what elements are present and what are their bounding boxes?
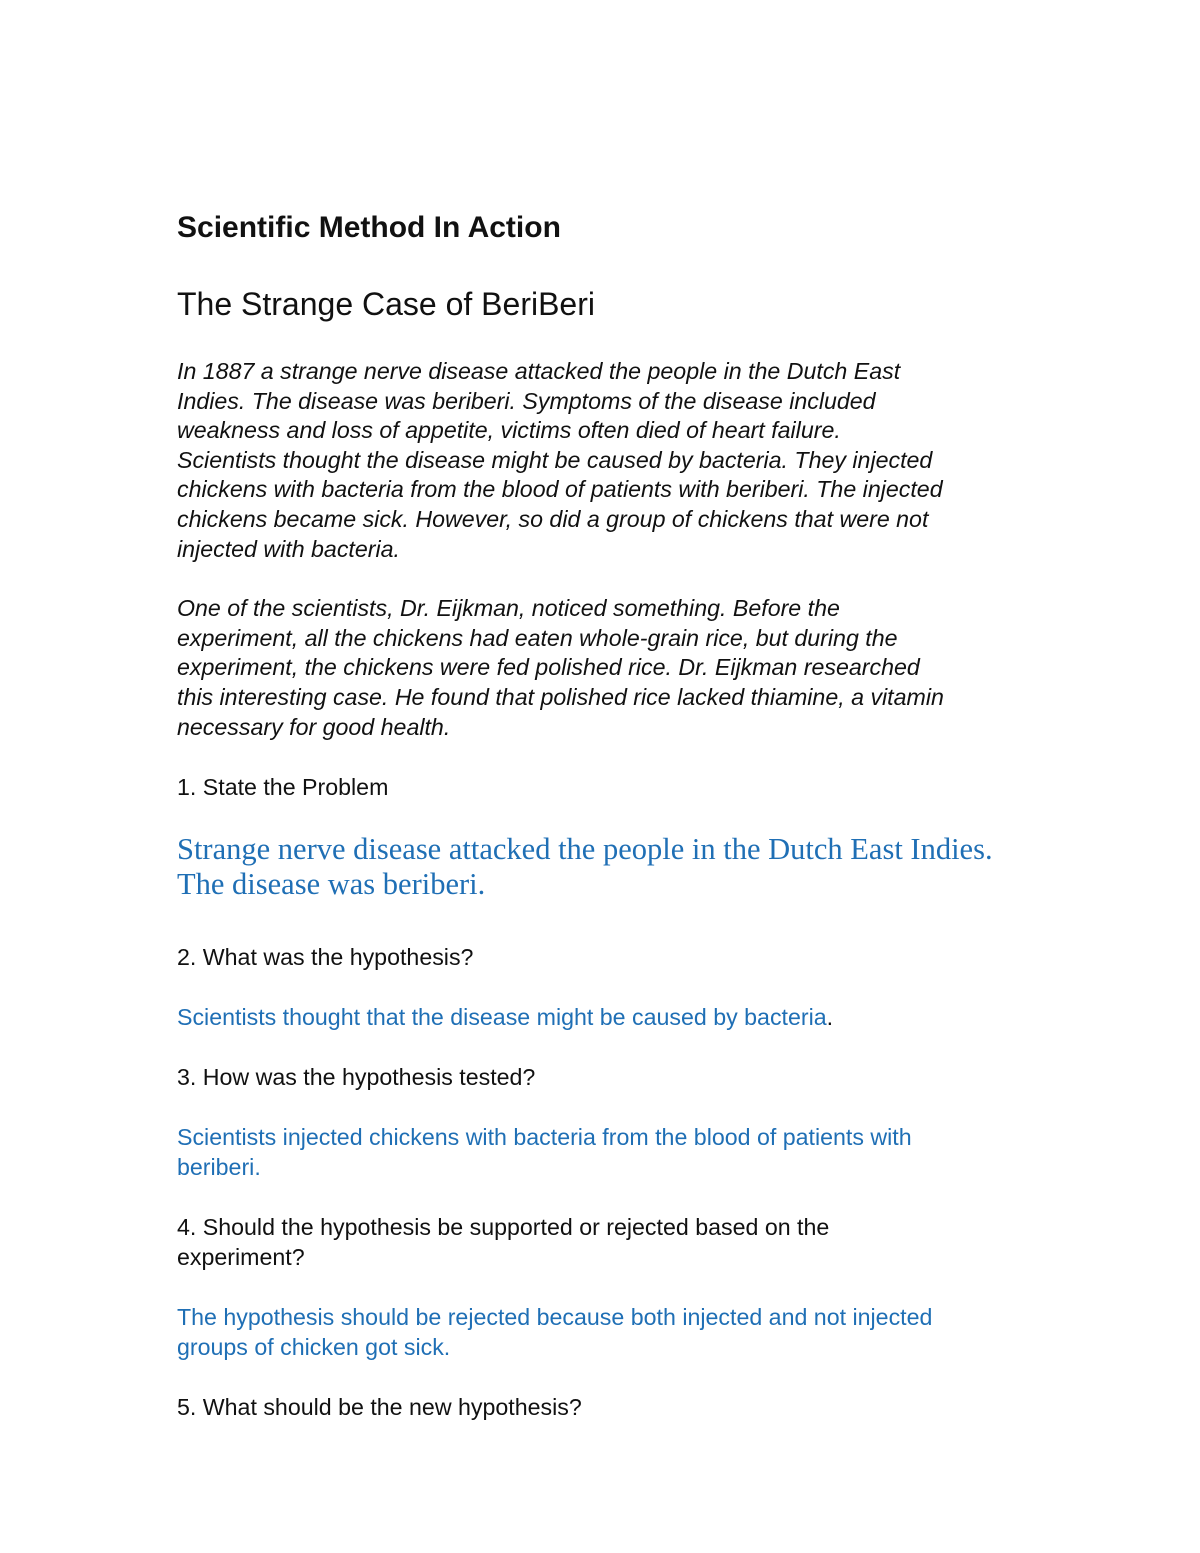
answer-3: Scientists injected chickens with bacteria from the blood of patients with beriberi. [177,1124,912,1181]
document-title: Scientific Method In Action [177,211,561,244]
answer-4: The hypothesis should be rejected because both injected and not injected groups of chicken got sick. [177,1304,933,1361]
answer-2-text: Scientists thought that the disease might be caused by bacteria [177,1004,827,1031]
document-content [177,208,1037,1452]
document-subtitle: The Strange Case of BeriBeri [177,286,595,322]
answer-2-period: . [826,1004,834,1031]
question-4: 4. Should the hypothesis be supported or rejected based on the experiment? [177,1214,830,1271]
eijkman-paragraph: One of the scientists, Dr. Eijkman, noticed something. Before the experiment, all the chickens had eaten whole-grain rice, but during the experiment, the chickens were fed polished rice. Dr. Eijkman researched this interesting case. He found that polished rice lacked thiamine, a vitamin necessary for good health. [177,595,944,740]
question-2: 2. What was the hypothesis? [177,944,474,971]
intro-paragraph: In 1887 a strange nerve disease attacked the people in the Dutch East Indies. The disease was beriberi. Symptoms of the disease included weakness and loss of appetite, victims often died of heart failure. Scientists thought the disease might be caused by bacteria. They injected chickens with bacteria from the blood of patients with beriberi. The injected chickens became sick. However, so did a group of chickens that were not injected with bacteria. [177,358,943,562]
answer-1: Strange nerve disease attacked the people in the Dutch East Indies. The disease was beriberi. [177,832,993,902]
question-5: 5. What should be the new hypothesis? [177,1394,582,1421]
question-3: 3. How was the hypothesis tested? [177,1064,536,1091]
answer-2 [177,1002,1037,1032]
question-1: 1. State the Problem [177,774,389,801]
